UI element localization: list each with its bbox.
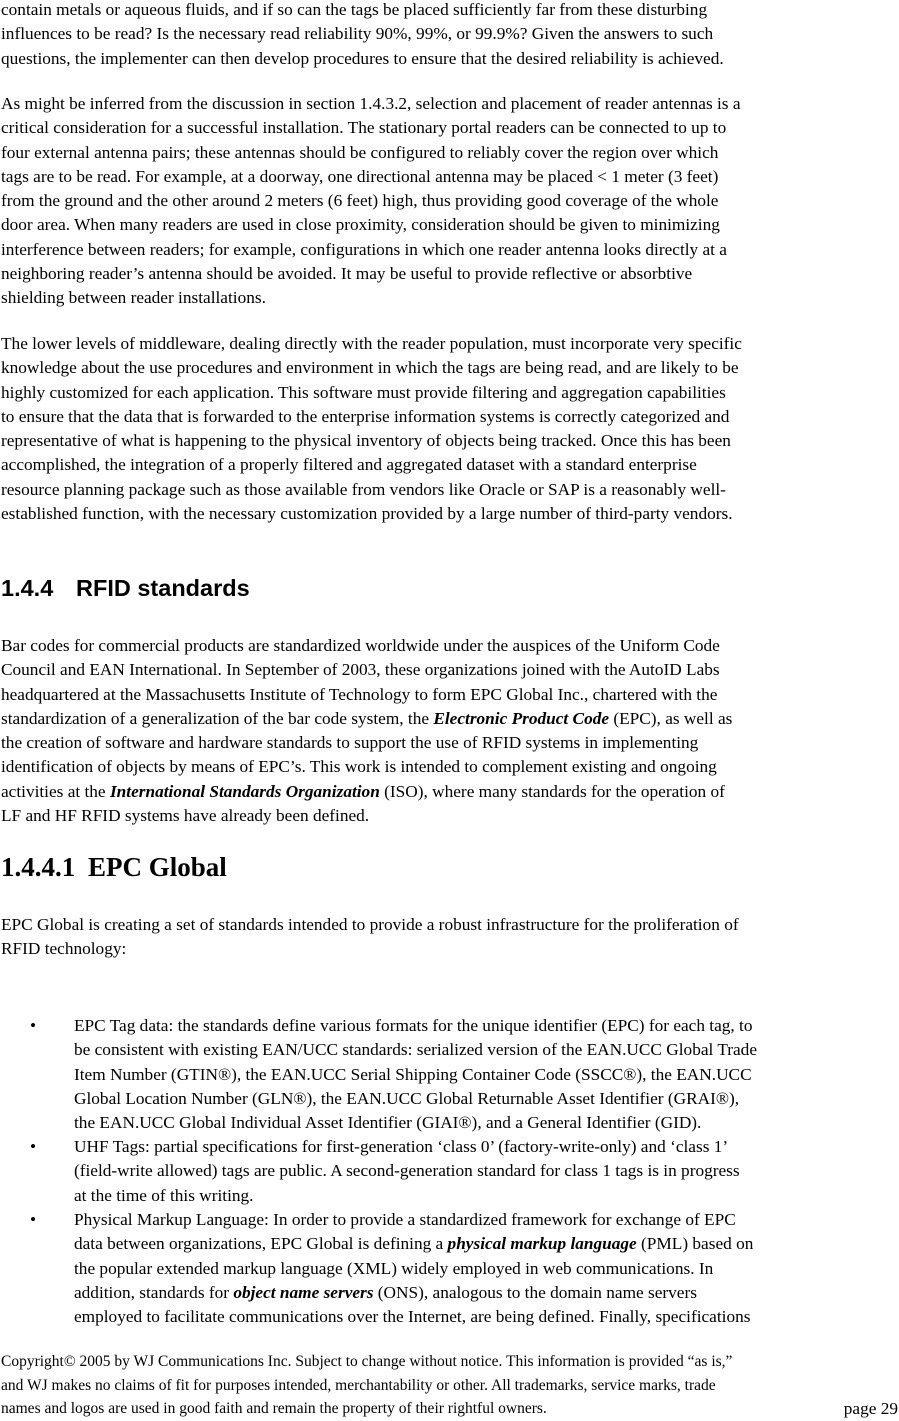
text-line: As might be inferred from the discussion in section 1.4.3.2, selection and placement of reader antennas is a (1, 94, 741, 113)
text-line: four external antenna pairs; these antennas should be configured to reliably cover the region over which (1, 142, 719, 162)
text-line: The lower levels of middleware, dealing directly with the reader population, must incorporate very specific (1, 334, 742, 353)
footer-line: and WJ makes no claims of fit for purposes intended, merchantability or other. All trademarks, service marks, trade (1, 1376, 716, 1394)
text-run: addition, standards for (74, 1282, 234, 1302)
text-line: accomplished, the integration of a properly filtered and aggregated dataset with a standard enterprise (1, 455, 697, 475)
emphasis-international-standards-organization: International Standards Organization (109, 781, 380, 801)
page-number: page 29 (843, 1399, 898, 1418)
text-line: the creation of software and hardware standards to support the use of RFID systems in implementing (1, 733, 699, 753)
text-line: established function, with the necessary customization provided by a large number of third-party vendors. (1, 504, 733, 524)
bullet-icon: • (30, 1210, 37, 1229)
text-line: Item Number (GTIN®), the EAN.UCC Serial Shipping Container Code (SSCC®), the EAN.UCC (74, 1064, 752, 1084)
text-line: representative of what is happening to the physical inventory of objects being tracked. Once this has been (1, 431, 731, 451)
text-line (74, 1281, 899, 1305)
text-line: the popular extended markup language (XML) widely employed in web communications. In (74, 1258, 714, 1278)
text-line (1, 707, 898, 731)
text-line: tags are to be read. For example, at a doorway, one directional antenna may be placed < 1 meter (3 feet) (1, 166, 719, 186)
text-line: critical consideration for a successful installation. The stationary portal readers can be connected to up to (1, 118, 727, 138)
subsection-heading-epc-global (1, 851, 227, 883)
text-line: door area. When many readers are used in close proximity, consideration should be given to minimizing (1, 215, 720, 235)
text-line: EPC Global is creating a set of standards intended to provide a robust infrastructure for the proliferation of (1, 915, 739, 934)
text-line: be consistent with existing EAN/UCC standards: serialized version of the EAN.UCC Global Trade (74, 1040, 757, 1060)
text-line: Bar codes for commercial products are standardized worldwide under the auspices of the Uniform Code (1, 636, 720, 655)
section-title: RFID standards (76, 575, 250, 601)
text-line: neighboring reader’s antenna should be avoided. It may be useful to provide reflective or absorbtive (1, 264, 693, 284)
text-line: Global Location Number (GLN®), the EAN.UCC Global Returnable Asset Identifier (GRAI®), (74, 1088, 740, 1108)
text-line: highly customized for each application. This software must provide filtering and aggregation capabilities (1, 382, 726, 402)
list-item-text (74, 1135, 899, 1208)
emphasis-electronic-product-code: Electronic Product Code (433, 708, 610, 728)
text-line: Council and EAN International. In September of 2003, these organizations joined with the AutoID Labs (1, 660, 720, 680)
emphasis-physical-markup-language: physical markup language (447, 1234, 637, 1254)
text-line: resource planning package such as those available from vendors like Oracle or SAP is a reasonably well- (1, 479, 726, 499)
text-run: data between organizations, EPC Global is defining a (74, 1234, 448, 1254)
paragraph-bar-codes (1, 634, 898, 828)
text-line: from the ground and the other around 2 meters (6 feet) high, thus providing good coverage of the whole (1, 191, 719, 211)
text-run: standardization of a generalization of the bar code system, the (1, 708, 434, 728)
text-line: at the time of this writing. (74, 1185, 254, 1205)
text-run: activities at the (1, 781, 110, 801)
text-line: to ensure that the data that is forwarded to the enterprise information systems is correctly categorized and (1, 406, 730, 426)
text-line (74, 1232, 899, 1256)
section-title: EPC Global (88, 852, 227, 882)
section-heading-rfid-standards (1, 574, 250, 602)
text-line: UHF Tags: partial specifications for first-generation ‘class 0’ (factory-write-only) and ‘class 1’ (74, 1137, 729, 1156)
text-line: interference between readers; for example, configurations in which one reader antenna looks directly at a (1, 239, 727, 259)
text-line: knowledge about the use procedures and environment in which the tags are being read, and are likely to be (1, 358, 739, 378)
text-line: (field-write allowed) tags are public. A second-generation standard for class 1 tags is in progress (74, 1161, 740, 1181)
list-item-text (74, 1014, 899, 1135)
paragraph-epc-global-intro (1, 913, 898, 962)
footer-line: names and logos are used in good faith and remain the property of their rightful owners. (1, 1400, 547, 1417)
text-line: Physical Markup Language: In order to provide a standardized framework for exchange of EPC (74, 1210, 736, 1229)
paragraph-reliability (1, 0, 898, 71)
text-run: (PML) based on (636, 1234, 754, 1254)
text-line: LF and HF RFID systems have already been defined. (1, 806, 370, 826)
text-line: shielding between reader installations. (1, 288, 266, 308)
text-line: headquartered at the Massachusetts Institute of Technology to form EPC Global Inc., chartered with the (1, 684, 718, 704)
text-line: the EAN.UCC Global Individual Asset Identifier (GIAI®), and a General Identifier (GID). (74, 1113, 702, 1133)
text-line (1, 780, 898, 804)
text-line: contain metals or aqueous fluids, and if so can the tags be placed sufficiently far from these disturbing (1, 0, 708, 19)
text-run: (ISO), where many standards for the operation of (379, 781, 725, 801)
list-item-text (74, 1208, 899, 1329)
paragraph-middleware (1, 332, 898, 526)
text-line: questions, the implementer can then develop procedures to ensure that the desired reliability is achieved. (1, 48, 724, 68)
text-line: RFID technology: (1, 939, 127, 959)
bullet-icon: • (30, 1137, 37, 1156)
text-run: (EPC), as well as (609, 708, 733, 728)
paragraph-antenna-placement (1, 92, 898, 311)
text-line: employed to facilitate communications over the Internet, are being defined. Finally, specifications (74, 1307, 751, 1327)
text-line: EPC Tag data: the standards define various formats for the unique identifier (EPC) for each tag, to (74, 1016, 753, 1035)
page-footer (1, 1350, 898, 1421)
section-number: 1.4.4.1 (1, 852, 76, 882)
text-run: (ONS), analogous to the domain name servers (373, 1282, 697, 1302)
footer-line: Copyright© 2005 by WJ Communications Inc. Subject to change without notice. This information is provided “as is,” (1, 1353, 733, 1370)
section-number: 1.4.4 (1, 575, 54, 601)
emphasis-object-name-servers: object name servers (233, 1282, 374, 1302)
text-line: influences to be read? Is the necessary read reliability 90%, 99%, or 99.9%? Given the answers to such (1, 24, 714, 44)
bullet-icon: • (30, 1016, 37, 1035)
text-line: identification of objects by means of EPC’s. This work is intended to complement existing and ongoing (1, 757, 717, 777)
